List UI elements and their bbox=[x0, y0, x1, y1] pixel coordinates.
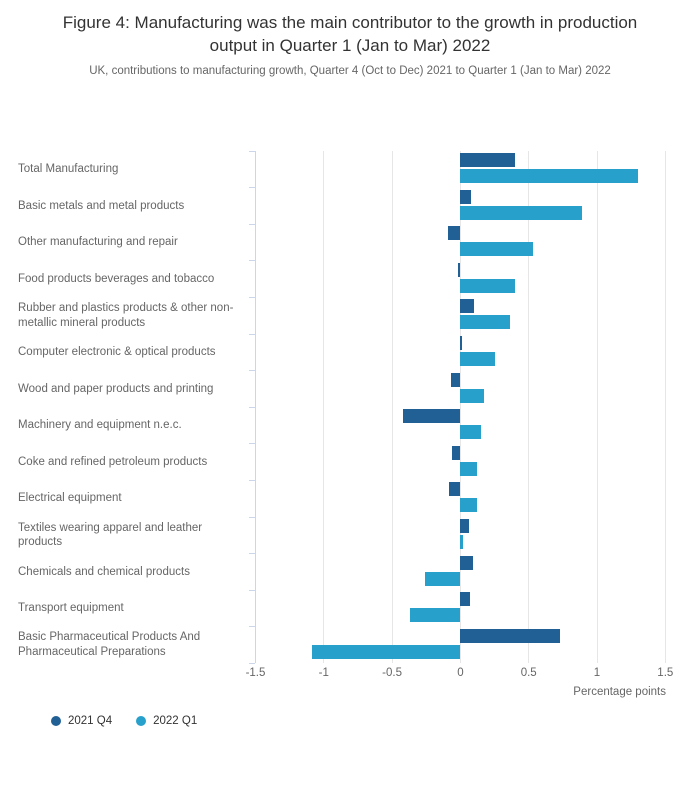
x-tick-label: -1 bbox=[318, 667, 329, 680]
bar-2022-q1[interactable] bbox=[460, 425, 480, 439]
gridline bbox=[392, 151, 393, 663]
bar-2021-q4[interactable] bbox=[448, 226, 460, 240]
chart-title: Figure 4: Manufacturing was the main contributor to the growth in production output in Quarter 1 (Jan to Mar) 2022 bbox=[62, 13, 638, 56]
bar-2021-q4[interactable] bbox=[460, 556, 472, 570]
bar-2022-q1[interactable] bbox=[460, 242, 532, 256]
bar-2022-q1[interactable] bbox=[460, 206, 582, 220]
bar-2021-q4[interactable] bbox=[458, 263, 461, 277]
category-label: Food products beverages and tobacco bbox=[18, 272, 215, 285]
legend-item-2021-q4[interactable] bbox=[51, 715, 112, 727]
category-label: Total Manufacturing bbox=[18, 162, 119, 175]
bar-2022-q1[interactable] bbox=[425, 572, 461, 586]
category-label: Chemicals and chemical products bbox=[18, 565, 190, 578]
bar-2021-q4[interactable] bbox=[460, 153, 515, 167]
y-axis-tick bbox=[249, 553, 255, 554]
category-label: Textiles wearing apparel and leather products bbox=[18, 521, 203, 549]
legend-label: 2022 Q1 bbox=[153, 715, 198, 727]
category-label: Coke and refined petroleum products bbox=[18, 455, 208, 468]
category-label: Machinery and equipment n.e.c. bbox=[18, 419, 182, 432]
y-axis-tick bbox=[249, 517, 255, 518]
gridline bbox=[597, 151, 598, 663]
y-axis-line bbox=[255, 151, 256, 663]
y-axis-tick bbox=[249, 626, 255, 627]
bar-2021-q4[interactable] bbox=[460, 336, 461, 350]
x-tick-label: -0.5 bbox=[382, 667, 402, 680]
bar-2021-q4[interactable] bbox=[460, 299, 474, 313]
x-tick-label: -1.5 bbox=[245, 667, 266, 680]
x-tick-label: 0 bbox=[457, 667, 464, 680]
category-label: Other manufacturing and repair bbox=[18, 236, 178, 249]
y-axis-tick bbox=[249, 370, 255, 371]
bar-2022-q1[interactable] bbox=[460, 389, 483, 403]
chart-subtitle: UK, contributions to manufacturing growth, Quarter 4 (Oct to Dec) 2021 to Quarter 1 (Jan to Mar) 2022 bbox=[89, 64, 611, 77]
bar-2022-q1[interactable] bbox=[460, 535, 463, 549]
bar-2022-q1[interactable] bbox=[460, 352, 494, 366]
bar-2021-q4[interactable] bbox=[460, 592, 470, 606]
y-axis-tick bbox=[249, 407, 255, 408]
category-label: Basic metals and metal products bbox=[18, 199, 185, 212]
x-axis-title: Percentage points bbox=[573, 686, 666, 698]
y-axis-tick bbox=[249, 151, 255, 152]
legend-swatch-icon bbox=[136, 716, 146, 726]
bar-2022-q1[interactable] bbox=[460, 462, 476, 476]
bar-2021-q4[interactable] bbox=[460, 190, 471, 204]
x-tick-label: 1 bbox=[593, 667, 601, 680]
legend-label: 2021 Q4 bbox=[68, 715, 113, 727]
bar-2021-q4[interactable] bbox=[449, 482, 460, 496]
y-axis-tick bbox=[249, 480, 255, 481]
bar-2022-q1[interactable] bbox=[460, 315, 509, 329]
x-tick-label: 0.5 bbox=[520, 667, 537, 680]
category-label: Computer electronic & optical products bbox=[18, 345, 216, 358]
legend-item-2022-q1[interactable] bbox=[136, 715, 197, 727]
y-axis-tick bbox=[249, 663, 255, 664]
category-label: Wood and paper products and printing bbox=[18, 382, 214, 395]
y-axis-tick bbox=[249, 590, 255, 591]
gridline bbox=[323, 151, 324, 663]
bar-2022-q1[interactable] bbox=[460, 169, 638, 183]
category-label: Transport equipment bbox=[18, 602, 124, 615]
bar-2022-q1[interactable] bbox=[460, 279, 515, 293]
bar-2021-q4[interactable] bbox=[452, 446, 460, 460]
x-tick-label: 1.5 bbox=[657, 667, 674, 680]
gridline bbox=[528, 151, 529, 663]
legend bbox=[51, 715, 197, 727]
y-axis-tick bbox=[249, 297, 255, 298]
bar-2022-q1[interactable] bbox=[312, 645, 461, 659]
category-label: Rubber and plastics products & other non-metallic mineral products bbox=[18, 301, 234, 329]
y-axis-tick bbox=[249, 334, 255, 335]
gridline bbox=[665, 151, 666, 663]
y-axis-tick bbox=[249, 443, 255, 444]
bar-2021-q4[interactable] bbox=[460, 519, 468, 533]
y-axis-tick bbox=[249, 260, 255, 261]
legend-swatch-icon bbox=[51, 716, 61, 726]
y-axis-tick bbox=[249, 187, 255, 188]
bar-2022-q1[interactable] bbox=[410, 608, 461, 622]
bar-2021-q4[interactable] bbox=[460, 629, 560, 643]
bar-2021-q4[interactable] bbox=[403, 409, 460, 423]
bar-2022-q1[interactable] bbox=[460, 498, 476, 512]
category-label: Electrical equipment bbox=[18, 492, 122, 505]
y-axis-tick bbox=[249, 224, 255, 225]
bar-2021-q4[interactable] bbox=[451, 373, 461, 387]
category-label: Basic Pharmaceutical Products And Pharmaceutical Preparations bbox=[18, 631, 201, 659]
